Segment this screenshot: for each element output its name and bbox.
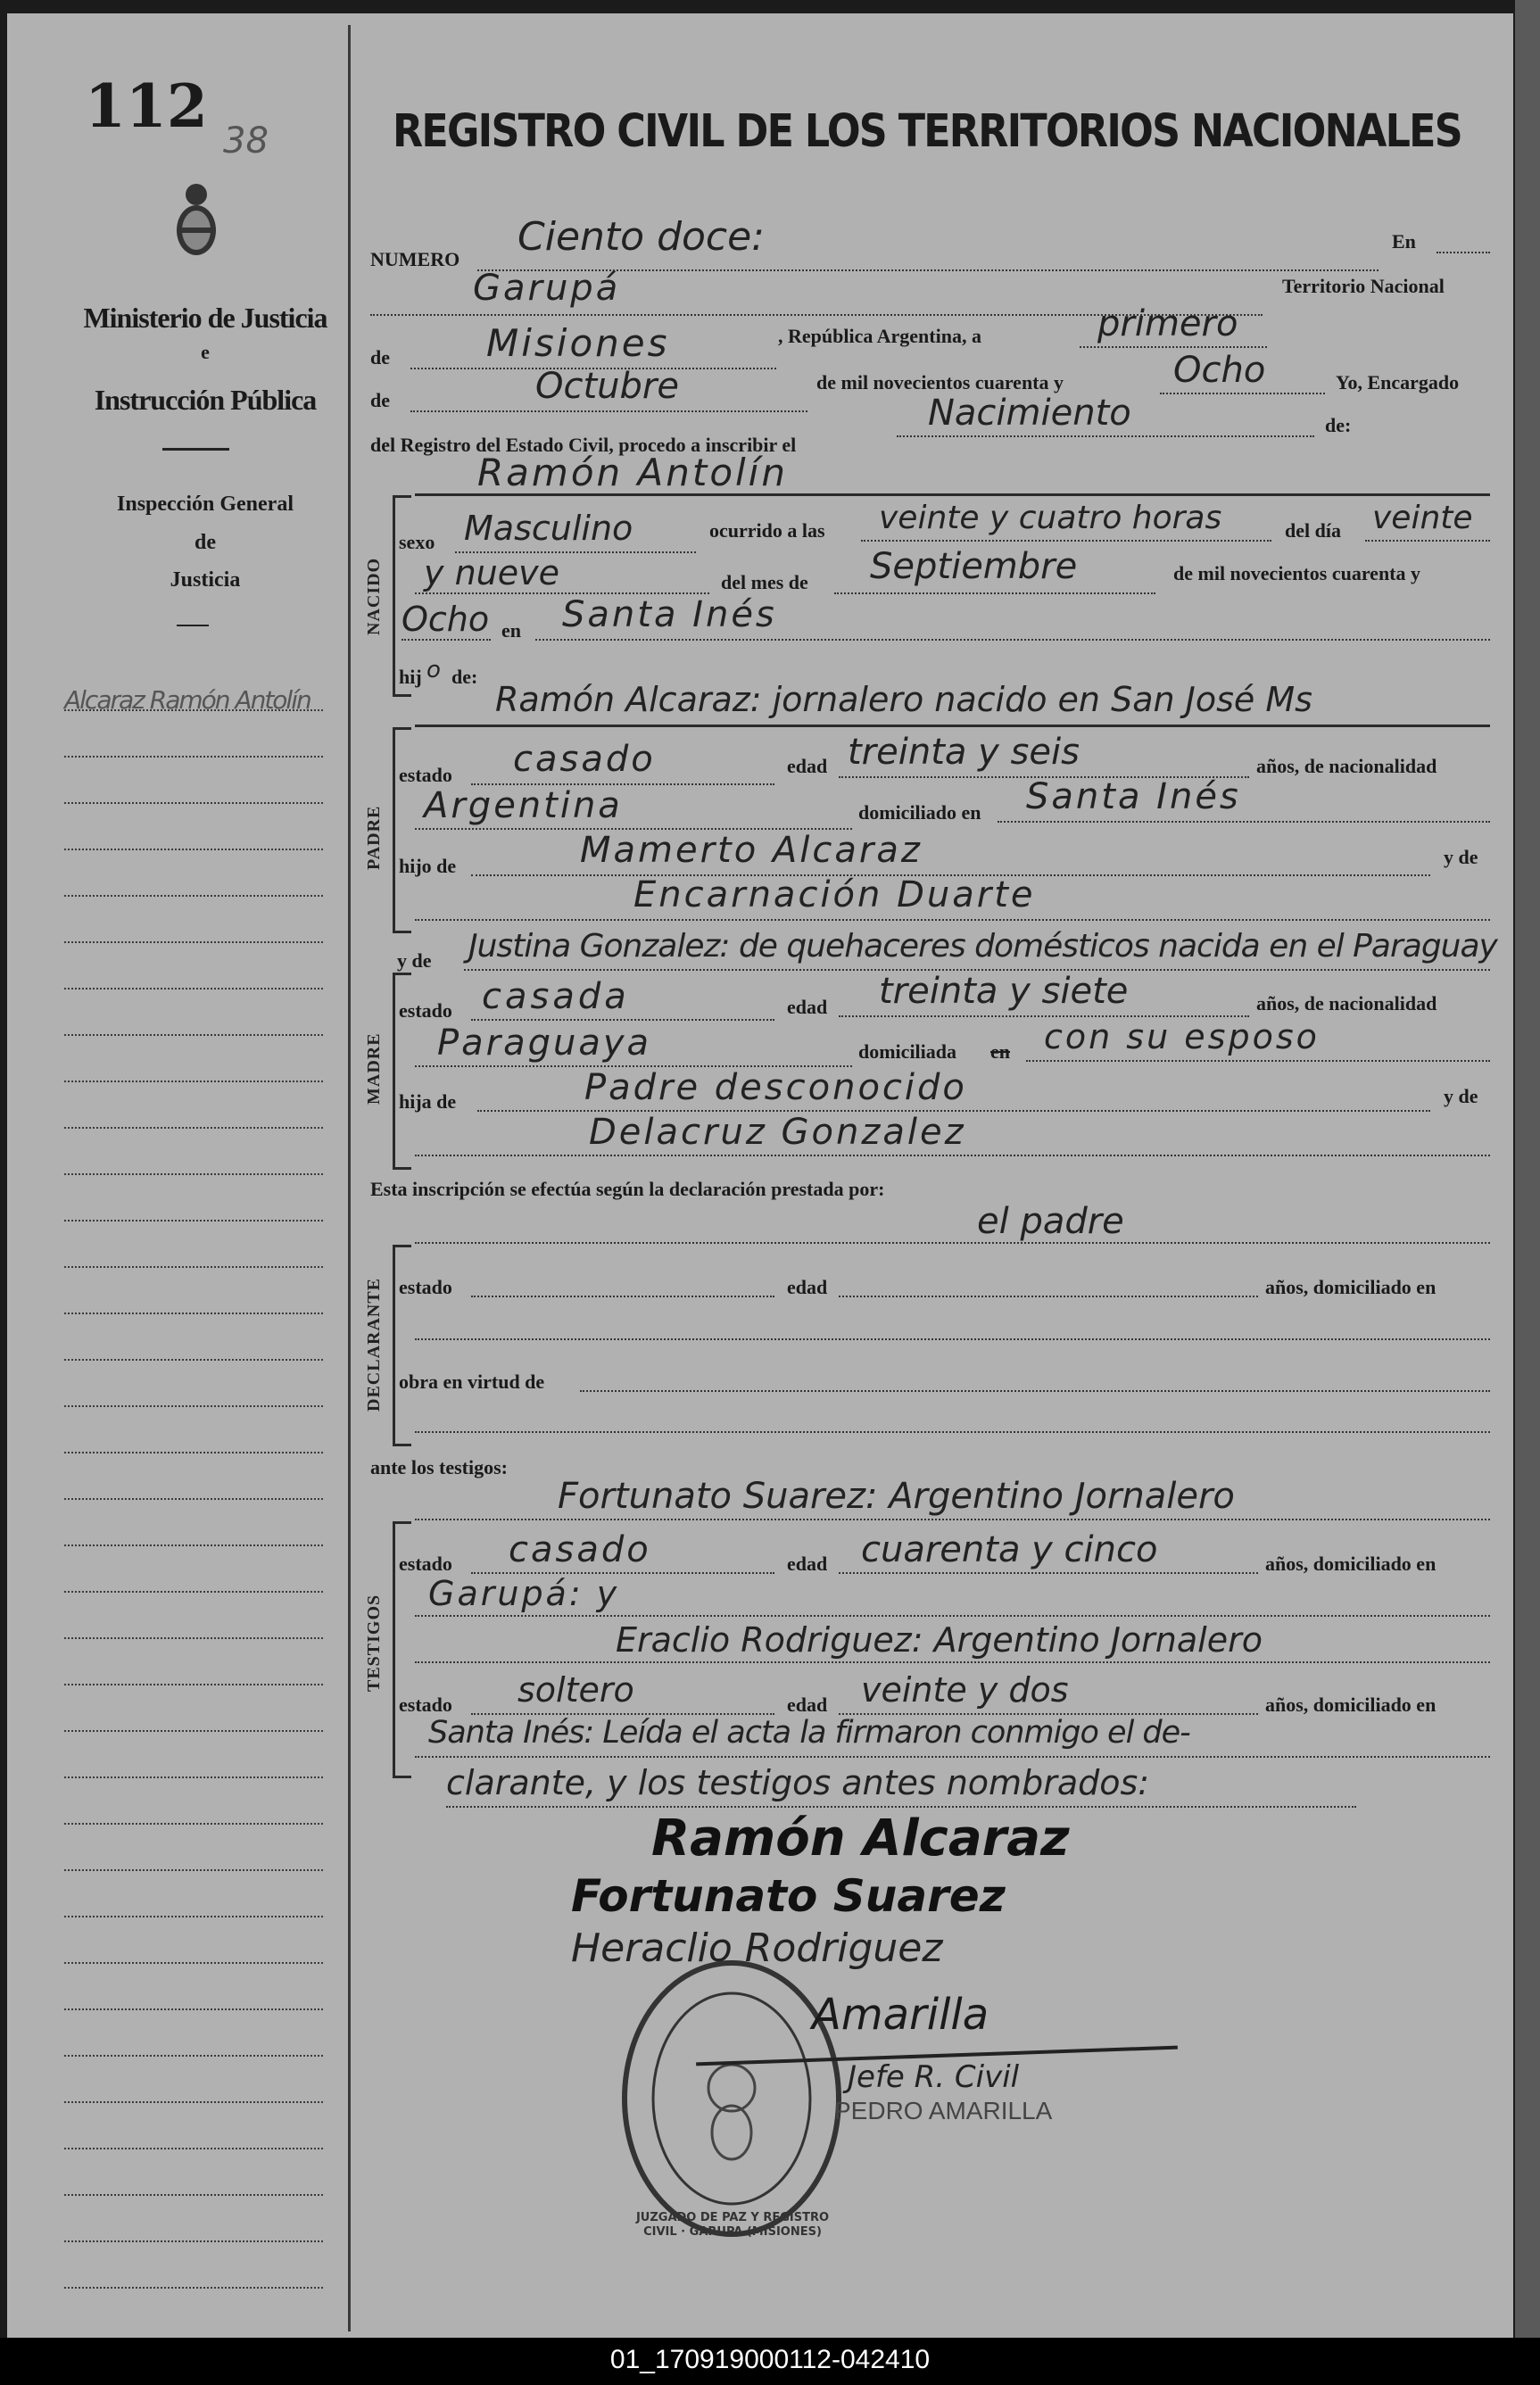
entry-padre-edad: treinta y seis bbox=[848, 732, 1080, 773]
ministry-line2: e bbox=[201, 341, 210, 363]
field-line bbox=[839, 1572, 1258, 1574]
label-ante-testigos: ante los testigos: bbox=[370, 1456, 508, 1478]
label-en-2: en bbox=[501, 619, 521, 642]
label-testigo1-estado: estado bbox=[399, 1553, 452, 1575]
margin-line bbox=[64, 756, 323, 758]
entry-dia-fecha: primero bbox=[1097, 303, 1238, 344]
label-de-mil: de mil novecientos cuarenta y bbox=[816, 371, 1064, 393]
margin-line bbox=[64, 1405, 323, 1407]
entry-declarante: el padre bbox=[977, 1201, 1124, 1242]
margin-line bbox=[64, 849, 323, 850]
entry-testigo1-domicilio: Garupá: y bbox=[428, 1574, 620, 1613]
margin-line bbox=[64, 1776, 323, 1778]
label-yo-encargado: Yo, Encargado bbox=[1336, 371, 1460, 393]
label-declarante-edad: edad bbox=[787, 1276, 828, 1298]
entry-padre-estado: casado bbox=[513, 739, 656, 780]
footer-bar bbox=[0, 2338, 1540, 2385]
page-edge bbox=[1515, 0, 1540, 2338]
folio-note: 38 bbox=[223, 120, 269, 161]
field-line bbox=[1437, 252, 1490, 253]
ministry-line3: Instrucción Pública bbox=[94, 384, 317, 416]
stamp-name: PEDRO AMARILLA bbox=[834, 2097, 1053, 2124]
label-de-colon: de: bbox=[1325, 414, 1352, 436]
label-padre-edad: edad bbox=[787, 755, 828, 777]
label-nacido: NACIDO bbox=[364, 557, 384, 635]
label-de-2: de bbox=[370, 389, 390, 411]
margin-line bbox=[64, 1544, 323, 1546]
sidebar-rule-2 bbox=[177, 625, 209, 626]
margin-line bbox=[64, 988, 323, 990]
margin-line bbox=[64, 1359, 323, 1361]
margin-line bbox=[64, 895, 323, 897]
entry-testigo1-nombre: Fortunato Suarez: Argentino Jornalero bbox=[558, 1476, 1235, 1517]
label-testigo2-estado: estado bbox=[399, 1694, 452, 1716]
field-line bbox=[1365, 540, 1490, 542]
margin-line bbox=[64, 1266, 323, 1268]
entry-anio-fecha: Ocho bbox=[1173, 350, 1266, 391]
label-madre-estado: estado bbox=[399, 999, 452, 1022]
label-del-registro: del Registro del Estado Civil, procedo a inscribir el bbox=[370, 434, 797, 456]
label-madre-nacionalidad: años, de nacionalidad bbox=[1256, 992, 1437, 1014]
seal-text: JUZGADO DE PAZ Y REGISTRO CIVIL · GARUPA (MISIONES) bbox=[635, 2211, 830, 2239]
margin-line bbox=[64, 2148, 323, 2149]
entry-closing-line: clarante, y los testigos antes nombrados: bbox=[446, 1763, 1150, 1802]
label-hijo-de: de: bbox=[451, 666, 478, 688]
field-line bbox=[580, 1390, 1490, 1392]
footer-filename: 01_170919000112-042410 bbox=[609, 2345, 931, 2374]
margin-line bbox=[64, 1637, 323, 1639]
field-line bbox=[446, 1806, 1356, 1808]
margin-line bbox=[64, 1452, 323, 1453]
entry-lugar: Garupá bbox=[473, 268, 621, 309]
field-line bbox=[861, 540, 1271, 542]
margin-rule bbox=[348, 25, 351, 2331]
folio-number: 112 bbox=[85, 71, 208, 141]
label-testigo1-domicilio: años, domiciliado en bbox=[1265, 1553, 1437, 1575]
margin-line bbox=[64, 2287, 323, 2289]
margin-line bbox=[64, 1823, 323, 1825]
margin-line bbox=[64, 2240, 323, 2242]
label-numero: NUMERO bbox=[370, 248, 460, 270]
entry-padre-madre: Encarnación Duarte bbox=[633, 874, 1036, 915]
label-padre-nacionalidad: años, de nacionalidad bbox=[1256, 755, 1437, 777]
field-line bbox=[415, 1615, 1490, 1617]
padre-bracket bbox=[393, 727, 411, 933]
label-padre: PADRE bbox=[364, 805, 384, 870]
margin-line bbox=[64, 1916, 323, 1917]
margin-line bbox=[64, 2194, 323, 2196]
margin-line bbox=[64, 2055, 323, 2057]
entry-testigo1-estado: casado bbox=[509, 1529, 651, 1570]
ministry-line1: Ministerio de Justicia bbox=[83, 302, 327, 334]
label-de: de bbox=[370, 346, 390, 369]
margin-line bbox=[64, 1127, 323, 1129]
entry-padre-padre: Mamerto Alcaraz bbox=[580, 830, 923, 871]
field-line bbox=[415, 1756, 1490, 1758]
label-testigos: TESTIGOS bbox=[364, 1594, 384, 1692]
label-padre-hijo-de: hijo de bbox=[399, 855, 457, 877]
label-declarante-domicilio: años, domiciliado en bbox=[1265, 1276, 1437, 1298]
label-obra-en-virtud: obra en virtud de bbox=[399, 1371, 545, 1393]
label-declarante: DECLARANTE bbox=[364, 1277, 384, 1412]
entry-dia-nac-2: y nueve bbox=[424, 553, 559, 592]
field-line bbox=[471, 1296, 774, 1297]
margin-line bbox=[64, 1220, 323, 1221]
margin-line bbox=[64, 1962, 323, 1964]
signature-amarilla: Amarilla bbox=[812, 1990, 989, 2040]
entry-testigo2-nombre: Eraclio Rodriguez: Argentino Jornalero bbox=[616, 1620, 1263, 1660]
entry-padre-nombre: Ramón Alcaraz: jornalero nacido en San José Ms bbox=[495, 680, 1312, 719]
field-line bbox=[415, 1661, 1490, 1663]
label-testigo1-edad: edad bbox=[787, 1553, 828, 1575]
field-line bbox=[535, 639, 1490, 641]
field-line bbox=[415, 1431, 1490, 1433]
field-line bbox=[402, 639, 491, 641]
signature-ramon-alcaraz: Ramón Alcaraz bbox=[651, 1809, 1070, 1867]
entry-madre-nombre: Justina Gonzalez: de quehaceres domésticos nacida en el Paraguay bbox=[468, 928, 1497, 965]
label-madre-y-de-2: y de bbox=[1444, 1085, 1478, 1107]
page-title: REGISTRO CIVIL DE LOS TERRITORIOS NACIONALES bbox=[393, 105, 1461, 158]
label-del-dia: del día bbox=[1285, 519, 1341, 542]
label-padre-y-de: y de bbox=[1444, 846, 1478, 868]
label-madre-hija-de: hija de bbox=[399, 1090, 457, 1113]
entry-tipo-acto: Nacimiento bbox=[928, 393, 1131, 434]
label-padre-domicilio: domiciliado en bbox=[858, 801, 981, 824]
entry-madre-edad: treinta y siete bbox=[879, 971, 1129, 1012]
entry-testigo2-domicilio: Santa Inés: Leída el acta la firmaron conmigo el de- bbox=[428, 1715, 1190, 1751]
entry-anio-nac: Ocho bbox=[402, 600, 490, 639]
entry-madre-padre: Padre desconocido bbox=[584, 1067, 967, 1108]
field-line bbox=[415, 919, 1490, 921]
field-line bbox=[1026, 1060, 1490, 1062]
margin-line bbox=[64, 2101, 323, 2103]
label-padre-estado: estado bbox=[399, 764, 452, 786]
label-de-mil-2: de mil novecientos cuarenta y bbox=[1173, 562, 1421, 584]
margin-line bbox=[64, 709, 323, 711]
entry-madre-madre: Delacruz Gonzalez bbox=[589, 1112, 966, 1153]
label-en: En bbox=[1392, 230, 1416, 253]
field-line bbox=[1080, 346, 1267, 348]
label-sexo: sexo bbox=[399, 531, 435, 553]
label-madre-y-de: y de bbox=[397, 949, 432, 972]
entry-padre-nacionalidad: Argentina bbox=[424, 785, 623, 826]
label-madre-domiciliada-struck: en bbox=[990, 1040, 1010, 1063]
entry-sexo: Masculino bbox=[464, 509, 633, 548]
label-territorio: Territorio Nacional bbox=[1282, 275, 1445, 297]
label-testigo2-edad: edad bbox=[787, 1694, 828, 1716]
field-line bbox=[897, 435, 1314, 437]
sidebar-rule bbox=[162, 448, 229, 451]
entry-madre-nacionalidad: Paraguaya bbox=[437, 1023, 652, 1064]
field-line bbox=[415, 1242, 1490, 1244]
margin-line bbox=[64, 802, 323, 804]
margin-line bbox=[64, 1591, 323, 1593]
margin-line bbox=[64, 1869, 323, 1871]
margin-line bbox=[64, 2008, 323, 2010]
margin-line bbox=[64, 1313, 323, 1314]
entry-dia-nac-1: veinte bbox=[1372, 500, 1473, 536]
margin-line bbox=[64, 1730, 323, 1732]
label-madre-domiciliada: domiciliada bbox=[858, 1040, 957, 1063]
entry-testigo2-estado: soltero bbox=[517, 1670, 634, 1710]
entry-mes-nac: Septiembre bbox=[870, 546, 1078, 587]
entry-padre-domicilio: Santa Inés bbox=[1026, 776, 1241, 817]
label-hijo: hij bbox=[399, 666, 422, 688]
label-declarante-estado: estado bbox=[399, 1276, 452, 1298]
field-line bbox=[471, 1019, 774, 1021]
margin-line bbox=[64, 1684, 323, 1685]
inspection-line1: Inspección General bbox=[117, 493, 294, 516]
field-line bbox=[410, 410, 807, 412]
label-republica: , República Argentina, a bbox=[778, 325, 981, 347]
signature-heraclio-rodriguez: Heraclio Rodriguez bbox=[571, 1925, 943, 1971]
margin-note: Alcaraz Ramón Antolín bbox=[64, 685, 310, 715]
coat-of-arms-icon bbox=[170, 178, 223, 259]
entry-nombre: Ramón Antolín bbox=[477, 451, 788, 494]
field-line bbox=[415, 725, 1490, 727]
margin-line bbox=[64, 1173, 323, 1175]
field-line bbox=[998, 821, 1490, 823]
entry-madre-estado: casada bbox=[482, 976, 630, 1017]
margin-line bbox=[64, 1081, 323, 1082]
label-inscripcion: Esta inscripción se efectúa según la declaración prestada por: bbox=[370, 1178, 885, 1200]
field-line bbox=[415, 1155, 1490, 1156]
entry-lugar-nac: Santa Inés bbox=[562, 594, 777, 635]
margin-line bbox=[64, 1034, 323, 1036]
inspection-line3: Justicia bbox=[170, 568, 241, 592]
signature-fortunato-suarez: Fortunato Suarez bbox=[571, 1870, 1006, 1922]
entry-testigo1-edad: cuarenta y cinco bbox=[861, 1529, 1158, 1570]
field-line bbox=[834, 592, 1155, 594]
entry-hora: veinte y cuatro horas bbox=[879, 500, 1222, 536]
entry-hijo-marker: o bbox=[426, 657, 441, 683]
field-line bbox=[839, 1296, 1258, 1297]
margin-line bbox=[64, 1498, 323, 1500]
field-line bbox=[415, 1338, 1490, 1340]
label-madre-edad: edad bbox=[787, 996, 828, 1018]
entry-numero: Ciento doce: bbox=[517, 214, 765, 260]
entry-madre-domicilio: con su esposo bbox=[1044, 1017, 1320, 1056]
label-testigo2-domicilio: años, domiciliado en bbox=[1265, 1694, 1437, 1716]
jefe-registro-civil: Jefe R. Civil bbox=[848, 2059, 1020, 2095]
field-line bbox=[415, 1519, 1490, 1520]
declarante-bracket bbox=[393, 1245, 411, 1446]
entry-testigo2-edad: veinte y dos bbox=[861, 1670, 1069, 1710]
label-del-mes: del mes de bbox=[721, 571, 808, 593]
inspection-line2: de bbox=[195, 531, 216, 554]
label-ocurrido: ocurrido a las bbox=[709, 519, 825, 542]
margin-line bbox=[64, 941, 323, 943]
label-madre: MADRE bbox=[364, 1032, 384, 1105]
entry-territorio: Misiones bbox=[486, 321, 670, 365]
field-line bbox=[1160, 393, 1325, 394]
entry-mes-fecha: Octubre bbox=[535, 366, 679, 407]
